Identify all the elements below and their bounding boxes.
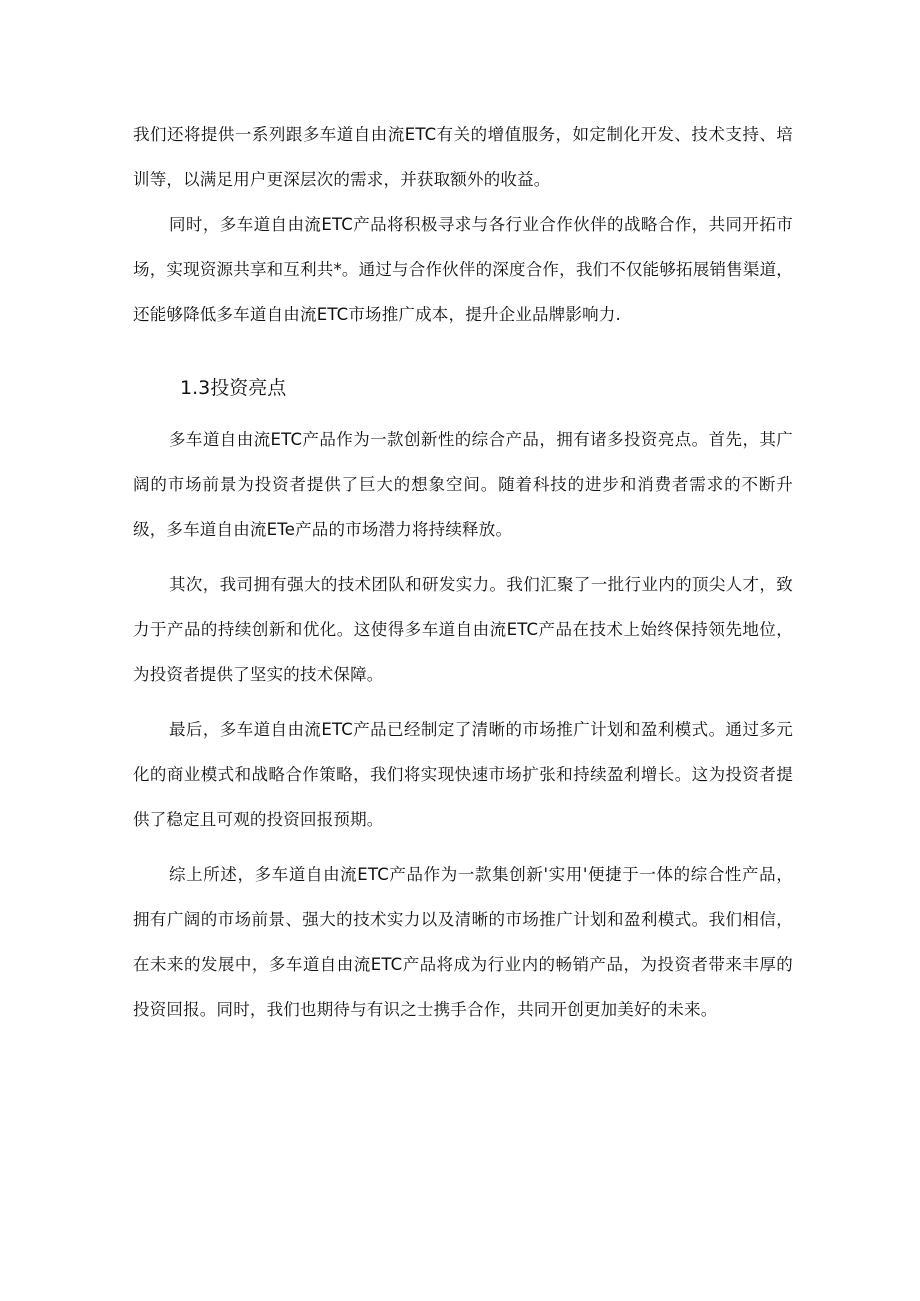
paragraph-profit-model: 最后，多车道自由流ETC产品已经制定了清晰的市场推广计划和盈利模式。通过多元化的商业模式和战略合作策略，我们将实现快速市场扩张和持续盈利增长。这为投资者提供了稳定且可观的投资回报预期。 bbox=[133, 720, 793, 829]
paragraph-market-prospects: 多车道自由流ETC产品作为一款创新性的综合产品，拥有诸多投资亮点。首先，其广阔的市场前景为投资者提供了巨大的想象空间。随着科技的进步和消费者需求的不断升级，多车道自由流ETe产品的市场潜力将持续释放。 bbox=[133, 430, 793, 539]
paragraph-technical-strength: 其次，我司拥有强大的技术团队和研发实力。我们汇聚了一批行业内的顶尖人才，致力于产品的持续创新和优化。这使得多车道自由流ETC产品在技术上始终保持领先地位，为投资者提供了坚实的技术保障。 bbox=[133, 575, 793, 684]
section-heading: 1.3投资亮点 bbox=[180, 377, 287, 399]
paragraph-summary: 综上所述，多车道自由流ETC产品作为一款集创新'实用'便捷于一体的综合性产品，拥有广阔的市场前景、强大的技术实力以及清晰的市场推广计划和盈利模式。我们相信，在未来的发展中，多车道自由流ETC产品将成为行业内的畅销产品，为投资者带来丰厚的投资回报。同时，我们也期待与有识之士携手合作，共同开创更加美好的未来。 bbox=[133, 865, 793, 1019]
paragraph-strategic-cooperation: 同时，多车道自由流ETC产品将积极寻求与各行业合作伙伴的战略合作，共同开拓市场，实现资源共享和互利共*。通过与合作伙伴的深度合作，我们不仅能够拓展销售渠道，还能够降低多车道自由流ETC市场推广成本，提升企业品牌影响力. bbox=[133, 215, 793, 324]
paragraph-value-added-services: 我们还将提供一系列跟多车道自由流ETC有关的增值服务，如定制化开发、技术支持、培训等，以满足用户更深层次的需求，并获取额外的收益。 bbox=[133, 125, 793, 189]
